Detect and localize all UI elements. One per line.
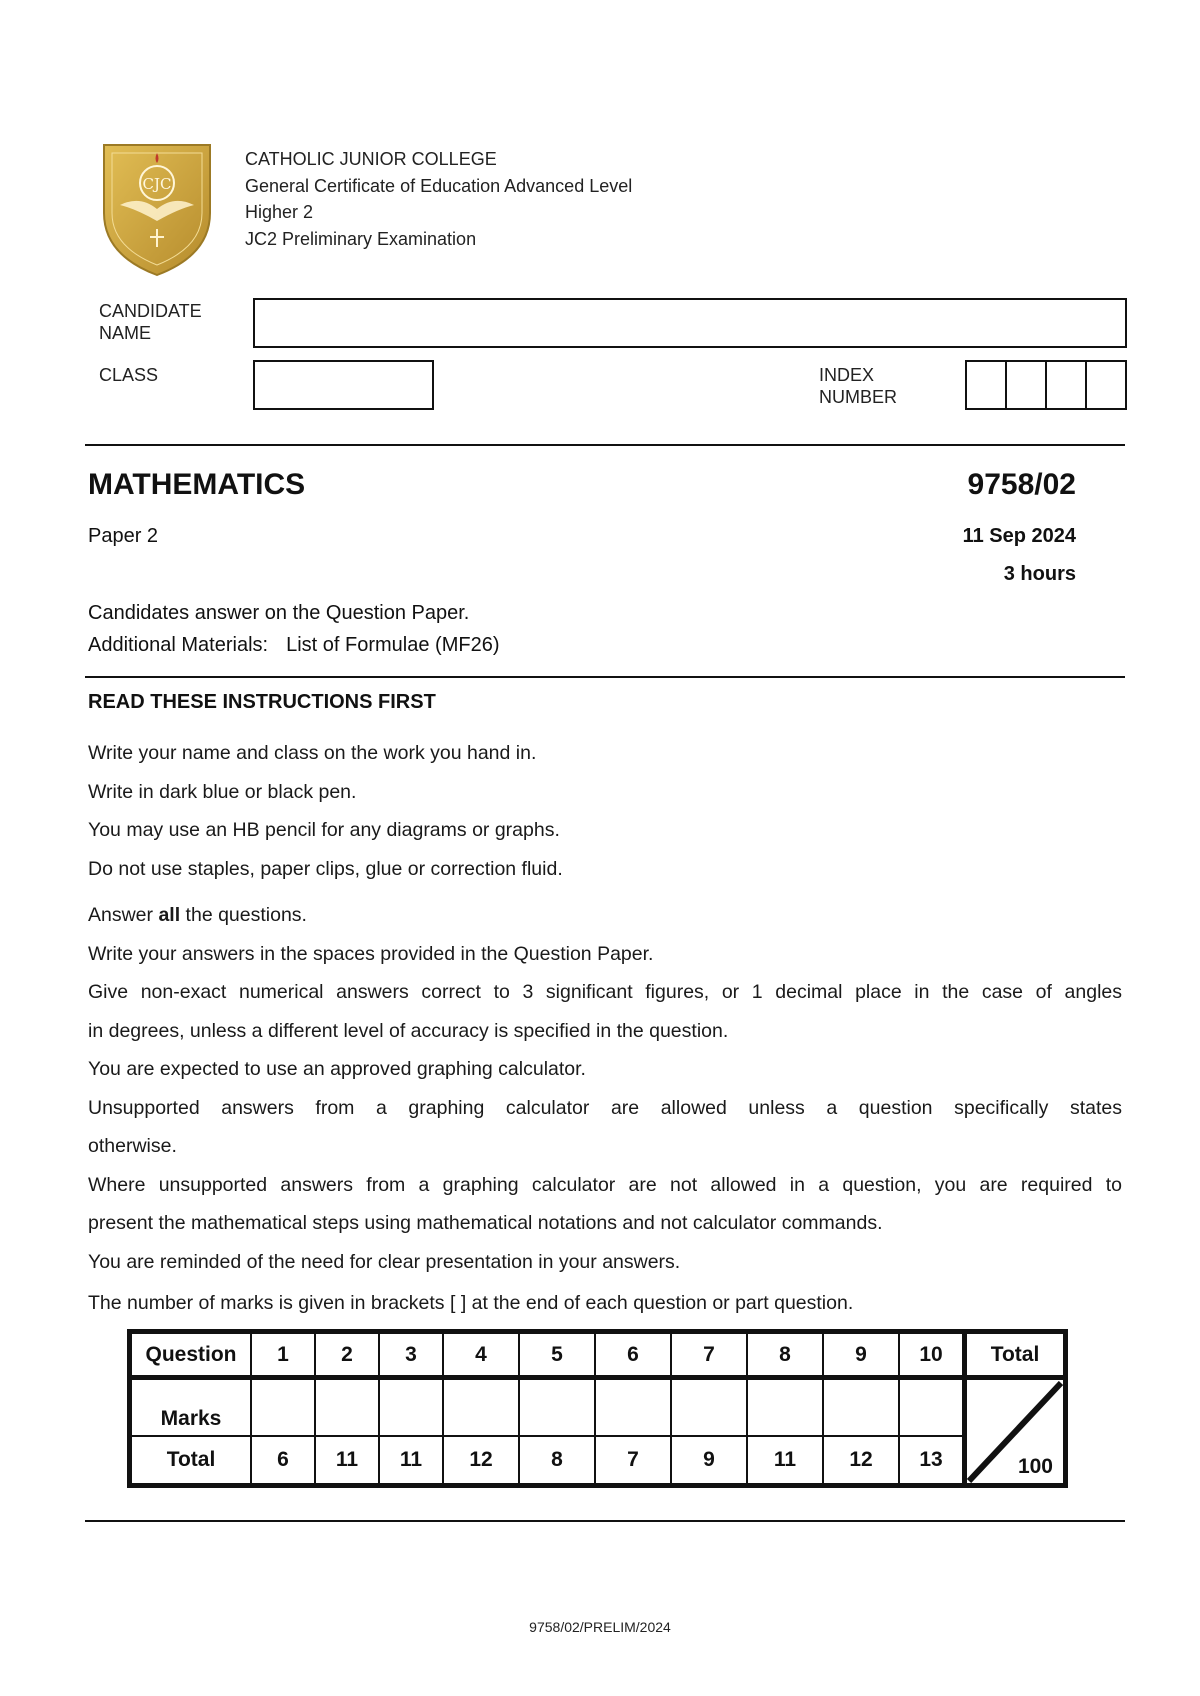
- index-digit-box[interactable]: [1047, 362, 1087, 408]
- instruction-line: Write in dark blue or black pen.: [88, 780, 357, 803]
- marks-cell[interactable]: [595, 1378, 671, 1436]
- certificate-title: General Certificate of Education Advanced Level: [245, 175, 633, 196]
- total-value: 6: [251, 1436, 315, 1486]
- instruction-line: Where unsupported answers from a graphing calculator are not allowed in a question, you are required to: [88, 1173, 1122, 1196]
- question-number: 3: [379, 1332, 443, 1378]
- marks-label: Marks: [130, 1378, 252, 1436]
- total-value: 12: [443, 1436, 519, 1486]
- total-header: Total: [965, 1332, 1066, 1378]
- marks-cell[interactable]: [443, 1378, 519, 1436]
- question-number: 7: [671, 1332, 747, 1378]
- grand-total-cell[interactable]: [965, 1378, 1066, 1486]
- marks-row: [130, 1378, 1066, 1436]
- instruction-line: present the mathematical steps using mathematical notations and not calculator commands.: [88, 1212, 883, 1234]
- question-number: 8: [747, 1332, 823, 1378]
- materials-label: Additional Materials:: [88, 634, 269, 656]
- paper-number: Paper 2: [88, 525, 159, 547]
- marks-note: The number of marks is given in brackets [ ] at the end of each question or part question.: [88, 1292, 854, 1314]
- instruction-line: otherwise.: [88, 1135, 177, 1157]
- materials-value: List of Formulae (MF26): [286, 634, 500, 656]
- question-number: 5: [519, 1332, 595, 1378]
- marks-cell[interactable]: [823, 1378, 899, 1436]
- candidate-name-field[interactable]: [253, 298, 1127, 348]
- marks-cell[interactable]: [671, 1378, 747, 1436]
- exam-duration: 3 hours: [1003, 563, 1076, 585]
- svg-text:CJC: CJC: [142, 175, 172, 193]
- instruction-line: Write your answers in the spaces provided in the Question Paper.: [88, 942, 654, 965]
- crest-shield-icon: [100, 143, 214, 277]
- instructions-heading: READ THESE INSTRUCTIONS FIRST: [88, 691, 436, 713]
- instructions-group-1: [88, 734, 563, 888]
- total-label: Total: [130, 1436, 252, 1486]
- question-label: Question: [130, 1332, 252, 1378]
- instruction-line: Unsupported answers from a graphing calculator are allowed unless a question specifically states: [88, 1096, 1122, 1119]
- class-field[interactable]: [253, 360, 434, 410]
- index-digit-box[interactable]: [967, 362, 1007, 408]
- total-row: [130, 1436, 1066, 1486]
- divider: [85, 1520, 1125, 1522]
- level-text: Higher 2: [245, 202, 314, 222]
- instruction-line: You are reminded of the need for clear presentation in your answers.: [88, 1250, 681, 1273]
- instruction-line: Answer all the questions.: [88, 904, 307, 926]
- paper-code: 9758/02: [967, 468, 1076, 501]
- question-number: 4: [443, 1332, 519, 1378]
- total-value: 8: [519, 1436, 595, 1486]
- marks-cell[interactable]: [747, 1378, 823, 1436]
- subject-title: MATHEMATICS: [88, 468, 306, 501]
- instruction-line: in degrees, unless a different level of accuracy is specified in the question.: [88, 1019, 729, 1042]
- marks-cell[interactable]: [315, 1378, 379, 1436]
- exam-title: JC2 Preliminary Examination: [245, 228, 477, 249]
- divider: [85, 444, 1125, 446]
- school-name: CATHOLIC JUNIOR COLLEGE: [245, 149, 497, 169]
- answer-note: Candidates answer on the Question Paper.: [88, 602, 470, 624]
- question-number: 9: [823, 1332, 899, 1378]
- question-number: 6: [595, 1332, 671, 1378]
- index-digit-box[interactable]: [1087, 362, 1125, 408]
- total-value: 7: [595, 1436, 671, 1486]
- additional-materials: [88, 634, 499, 657]
- question-row: [130, 1332, 1066, 1378]
- index-digit-box[interactable]: [1007, 362, 1047, 408]
- instruction-line: Give non-exact numerical answers correct to 3 significant figures, or 1 decimal place in the case of angles: [88, 981, 1122, 1003]
- marks-cell[interactable]: [519, 1378, 595, 1436]
- total-value: 12: [823, 1436, 899, 1486]
- marks-table: [127, 1329, 1068, 1488]
- instruction-line: You may use an HB pencil for any diagrams or graphs.: [88, 819, 560, 841]
- candidate-name-label: CANDIDATE NAME: [99, 301, 202, 343]
- divider: [85, 676, 1125, 678]
- school-info: [245, 146, 632, 252]
- total-value: 9: [671, 1436, 747, 1486]
- question-number: 2: [315, 1332, 379, 1378]
- marks-cell[interactable]: [251, 1378, 315, 1436]
- index-number-label: INDEX NUMBER: [819, 365, 898, 407]
- marks-cell[interactable]: [899, 1378, 965, 1436]
- footer-reference: 9758/02/PRELIM/2024: [529, 1619, 671, 1635]
- total-value: 13: [899, 1436, 965, 1486]
- instructions-group-2: [88, 896, 1122, 1281]
- college-crest-logo: [100, 143, 214, 277]
- instruction-line: Do not use staples, paper clips, glue or correction fluid.: [88, 857, 563, 880]
- instruction-line: You are expected to use an approved graphing calculator.: [88, 1058, 586, 1080]
- total-value: 11: [747, 1436, 823, 1486]
- total-value: 11: [379, 1436, 443, 1486]
- index-number-field[interactable]: [965, 360, 1127, 410]
- question-number: 1: [251, 1332, 315, 1378]
- instruction-line: Write your name and class on the work you hand in.: [88, 742, 537, 764]
- total-value: 11: [315, 1436, 379, 1486]
- marks-cell[interactable]: [379, 1378, 443, 1436]
- exam-date: 11 Sep 2024: [962, 525, 1076, 547]
- grand-total-value: 100: [1017, 1455, 1053, 1478]
- class-label: CLASS: [99, 365, 159, 385]
- question-number: 10: [899, 1332, 965, 1378]
